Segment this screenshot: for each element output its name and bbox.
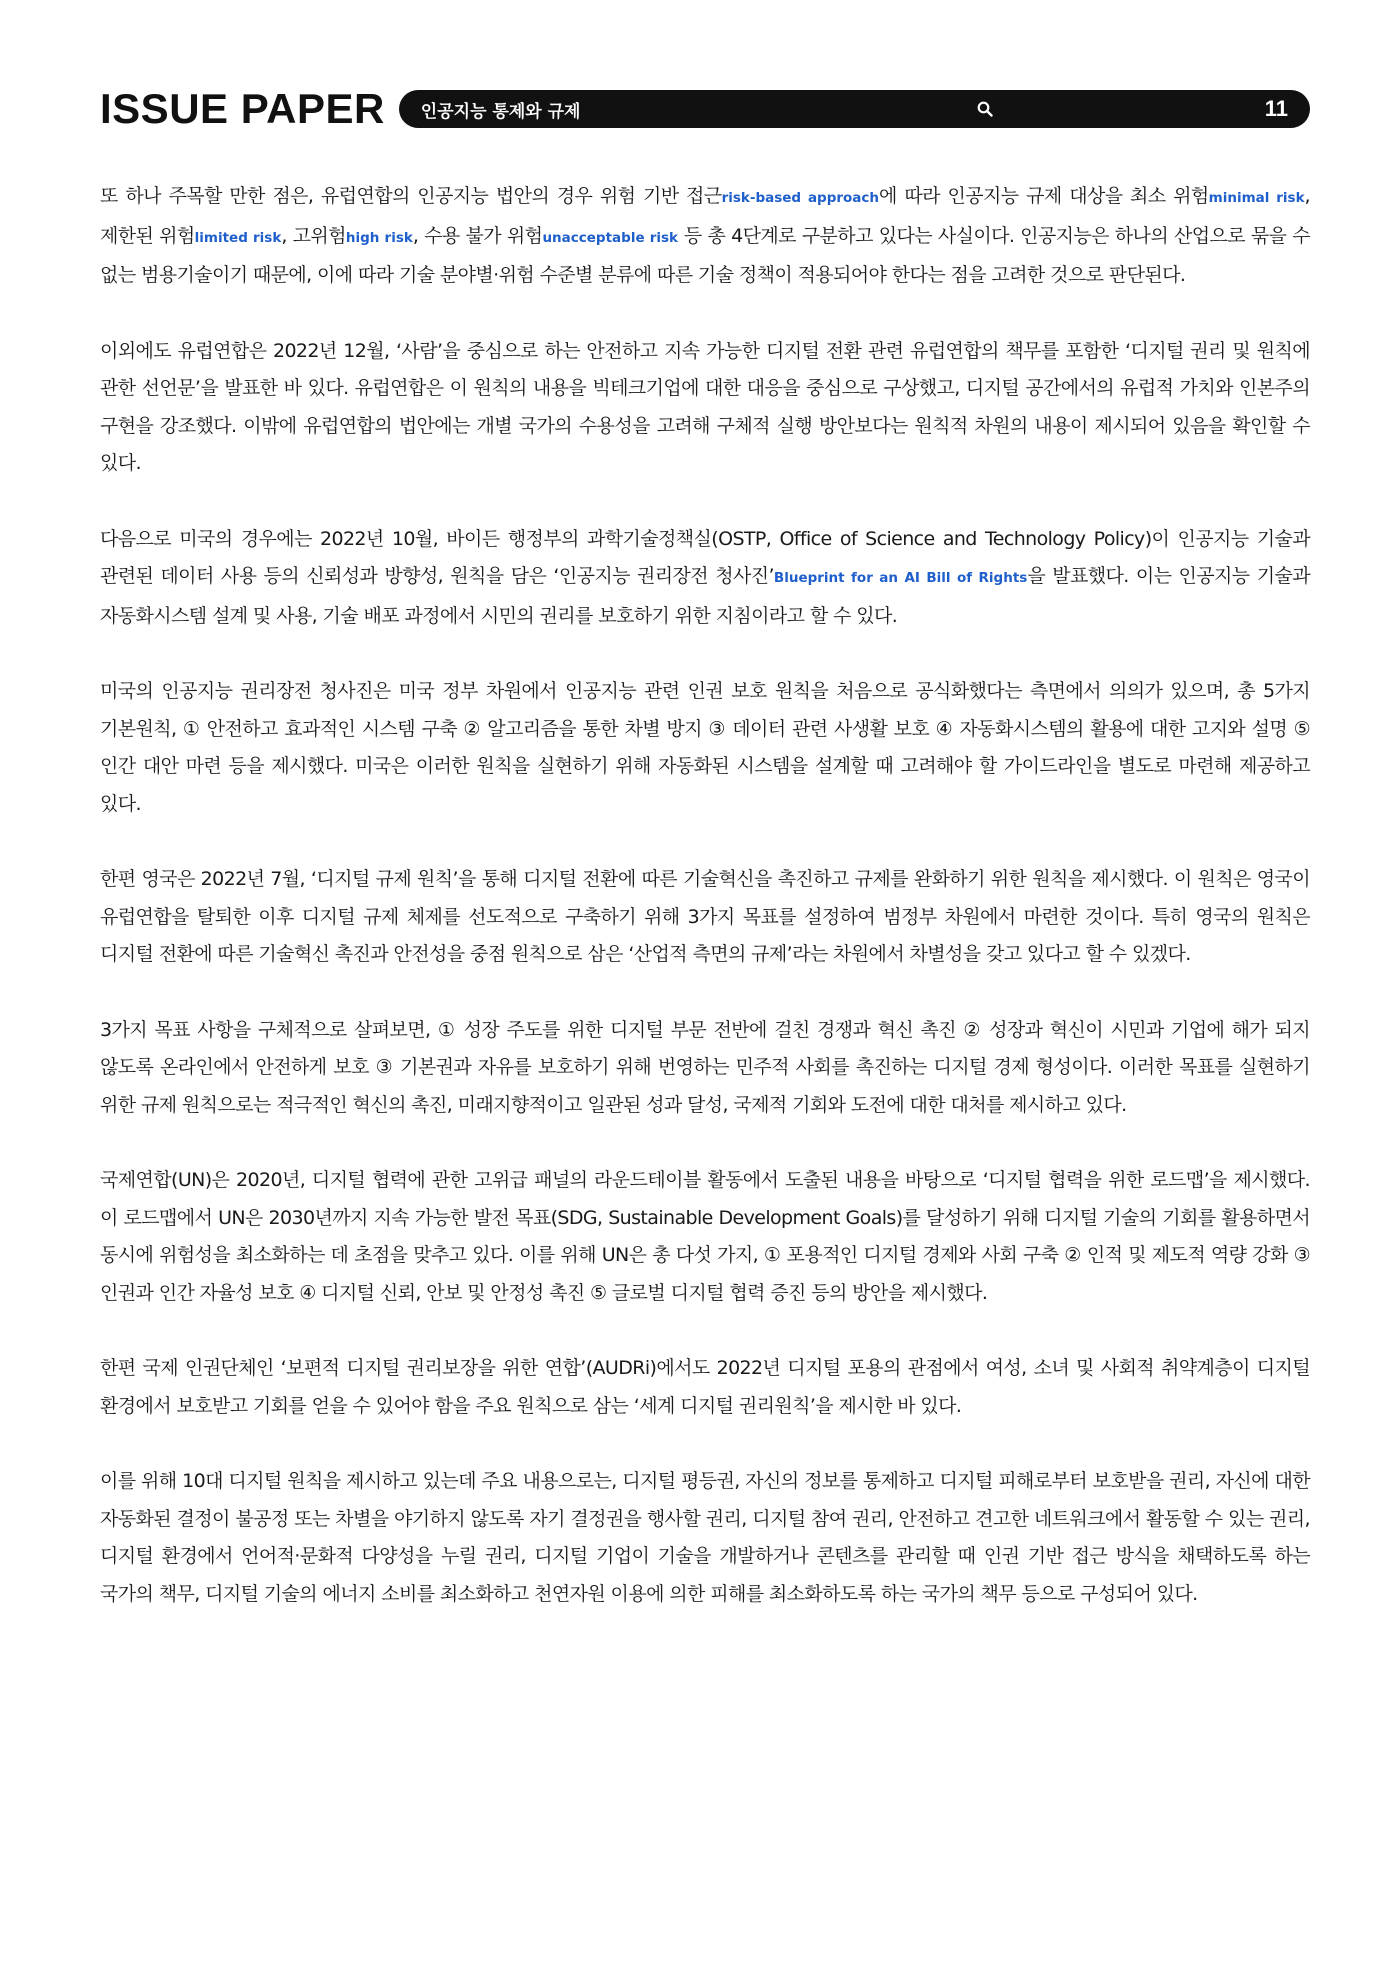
paragraph-text: 이외에도 유럽연합은 2022년 12월, ‘사람’을 중심으로 하는 안전하고 지속 가능한 디지털 전환 관련 유럽연합의 책무를 포함한 ‘디지털 권리 및 원칙에 관한 선언문’을 발표한 바 있다. 유럽연합은 이 원칙의 내용을 빅테크기업에 대한 대응을 중심으로 구상했고, 디지털 공간에서의 유럽적 가치와 인본주의 구현을 강조했다. 이밖에 유럽연합의 법안에는 개별 국가의 수용성을 고려해 구체적 실행 방안보다는 원칙적 차원의 내용이 제시되어 있음을 확인할 수 있다. — [100, 339, 1310, 474]
paragraph-text: , 제한된 위험 — [100, 185, 1310, 247]
search-icon-glyph — [977, 101, 993, 117]
paragraph-text: 다음으로 미국의 경우에는 2022년 10월, 바이든 행정부의 과학기술정책실(OSTP, Office of Science and Technology Policy)이 인공지능 기술과 관련된 데이터 사용 등의 신뢰성과 방향성, 원칙을 담은 ‘인공지능 권리장전 청사진’ — [100, 527, 1310, 587]
english-term: limited risk — [194, 229, 282, 246]
english-term: unacceptable risk — [542, 229, 679, 246]
body-paragraph — [100, 1162, 1310, 1312]
body-paragraph — [100, 178, 1310, 295]
page-header — [100, 84, 1310, 134]
paragraph-text: 한편 영국은 2022년 7월, ‘디지털 규제 원칙’을 통해 디지털 전환에 따른 기술혁신을 촉진하고 규제를 완화하기 위한 원칙을 제시했다. 이 원칙은 영국이 유럽연합을 탈퇴한 이후 디지털 규제 체제를 선도적으로 구축하기 위해 3가지 목표를 설정하여 범정부 차원에서 마련한 것이다. 특히 영국의 원칙은 디지털 전환에 따른 기술혁신 촉진과 안전성을 중점 원칙으로 삼은 ‘산업적 측면의 규제’라는 차원에서 차별성을 갖고 있다고 할 수 있겠다. — [100, 868, 1310, 965]
english-term: risk-based approach — [721, 190, 880, 206]
body-paragraph — [100, 1463, 1310, 1613]
paragraph-text: 또 하나 주목할 만한 점은, 유럽연합의 인공지능 법안의 경우 위험 기반 접근 — [100, 185, 722, 207]
body-paragraph — [100, 1012, 1310, 1125]
paragraph-text: 미국의 인공지능 권리장전 청사진은 미국 정부 차원에서 인공지능 관련 인권 보호 원칙을 처음으로 공식화했다는 측면에서 의의가 있으며, 총 5가지 기본원칙, ① 안전하고 효과적인 시스템 구축 ② 알고리즘을 통한 차별 방지 ③ 데이터 관련 사생활 보호 ④ 자동화시스템의 활용에 대한 고지와 설명 ⑤ 인간 대안 마련 등을 제시했다. 미국은 이러한 원칙을 실현하기 위해 자동화된 시스템을 설계할 때 고려해야 할 가이드라인을 별도로 마련해 제공하고 있다. — [100, 680, 1310, 815]
publication-brand: ISSUE PAPER — [100, 85, 385, 132]
section-title: 인공지능 통제와 규제 — [420, 101, 581, 122]
body-paragraph — [100, 521, 1310, 636]
article-body — [100, 178, 1310, 1651]
english-term: Blueprint for an AI Bill of Rights — [773, 570, 1028, 586]
body-paragraph — [100, 861, 1310, 974]
page-number: 11 — [1264, 96, 1288, 121]
header-bar — [399, 90, 1310, 128]
english-term: minimal risk — [1208, 190, 1305, 206]
paragraph-text: 을 발표했다. 이는 인공지능 기술과 자동화시스템 설계 및 사용, 기술 배포 과정에서 시민의 권리를 보호하기 위한 지침이라고 할 수 있다. — [100, 565, 1310, 627]
body-paragraph — [100, 673, 1310, 823]
paragraph-text: 3가지 목표 사항을 구체적으로 살펴보면, ① 성장 주도를 위한 디지털 부문 전반에 걸친 경쟁과 혁신 촉진 ② 성장과 혁신이 시민과 기업에 해가 되지 않도록 온라인에서 안전하게 보호 ③ 기본권과 자유를 보호하기 위해 번영하는 민주적 사회를 촉진하는 디지털 경제 형성이다. 이러한 목표를 실현하기 위한 규제 원칙으로는 적극적인 혁신의 촉진, 미래지향적이고 일관된 성과 달성, 국제적 기회와 도전에 대한 대처를 제시하고 있다. — [100, 1018, 1310, 1116]
paragraph-text: , 수용 불가 위험 — [412, 224, 543, 247]
body-paragraph — [100, 333, 1310, 483]
paragraph-text: 한편 국제 인권단체인 ‘보편적 디지털 권리보장을 위한 연합’(AUDRi)에서도 2022년 디지털 포용의 관점에서 여성, 소녀 및 사회적 취약계층이 디지털 환경에서 보호받고 기회를 얻을 수 있어야 함을 주요 원칙으로 삼는 ‘세계 디지털 권리원칙’을 제시한 바 있다. — [100, 1357, 1310, 1417]
paragraph-text: 국제연합(UN)은 2020년, 디지털 협력에 관한 고위급 패널의 라운드테이블 활동에서 도출된 내용을 바탕으로 ‘디지털 협력을 위한 로드맵’을 제시했다. 이 로드맵에서 UN은 2030년까지 지속 가능한 발전 목표(SDG, Sustainable Development Goals)를 달성하기 위해 디지털 기술의 기회를 활용하면서 동시에 위험성을 최소화하는 데 초점을 맞추고 있다. 이를 위해 UN은 총 다섯 가지, ① 포용적인 디지털 경제와 사회 구축 ② 인적 및 제도적 역량 강화 ③ 인권과 인간 자율성 보호 ④ 디지털 신뢰, 안보 및 안정성 촉진 ⑤ 글로벌 디지털 협력 증진 등의 방안을 제시했다. — [100, 1169, 1310, 1304]
body-paragraph — [100, 1350, 1310, 1425]
paragraph-text: 에 따라 인공지능 규제 대상을 최소 위험 — [879, 185, 1209, 207]
search-icon[interactable] — [975, 99, 995, 119]
paragraph-text: , 고위험 — [281, 224, 346, 247]
paragraph-text: 이를 위해 10대 디지털 원칙을 제시하고 있는데 주요 내용으로는, 디지털 평등권, 자신의 정보를 통제하고 디지털 피해로부터 보호받을 권리, 자신에 대한 자동화된 결정이 불공정 또는 차별을 야기하지 않도록 자기 결정권을 행사할 권리, 디지털 참여 권리, 안전하고 견고한 네트워크에서 활동할 수 있는 권리, 디지털 환경에서 언어적·문화적 다양성을 누릴 권리, 디지털 기업이 기술을 개발하거나 콘텐츠를 관리할 때 인권 기반 접근 방식을 채택하도록 하는 국가의 책무, 디지털 기술의 에너지 소비를 최소화하고 천연자원 이용에 의한 피해를 최소화하도록 하는 국가의 책무 등으로 구성되어 있다. — [100, 1470, 1310, 1605]
english-term: high risk — [345, 229, 413, 246]
paragraph-text: 등 총 4단계로 구분하고 있다는 사실이다. 인공지능은 하나의 산업으로 묶을 수 없는 범용기술이기 때문에, 이에 따라 기술 분야별·위험 수준별 분류에 따른 기술 정책이 적용되어야 한다는 점을 고려한 것으로 판단된다. — [100, 224, 1310, 286]
